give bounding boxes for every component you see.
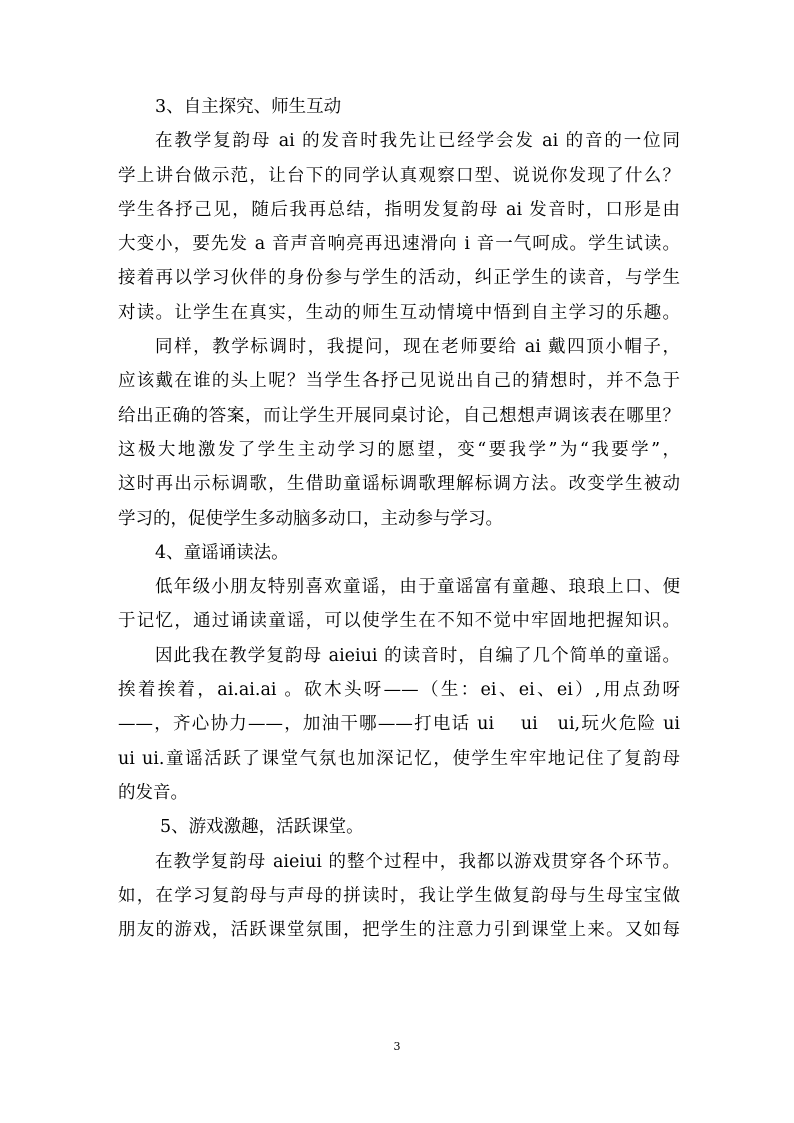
paragraph-line: 学上讲台做示范，让台下的同学认真观察口型、说说你发现了什么？: [118, 165, 680, 186]
paragraph-line: 学习的，促使学生多动脑多动口，主动参与学习。: [118, 508, 503, 529]
paragraph-line: 于记忆，通过诵读童谣，可以使学生在不知不觉中牢固地把握知识。: [118, 611, 680, 632]
paragraph-line: ui ui.童谣活跃了课堂气氛也加深记忆，使学生牢牢地记住了复韵母: [118, 748, 680, 769]
paragraph-line: 因此我在教学复韵母 aieiui 的读音时，自编了几个简单的童谣。: [155, 645, 680, 666]
paragraph-line: 在教学复韵母 ai 的发音时我先让已经学会发 ai 的音的一位同: [155, 131, 680, 152]
section-heading-3: 3、自主探究、师生互动: [155, 97, 342, 117]
paragraph-line: 挨着挨着，ai.ai.ai 。砍木头呀——（生：ei、ei、ei）,用点劲呀: [118, 680, 680, 701]
paragraph-line: 朋友的游戏，活跃课堂氛围，把学生的注意力引到课堂上来。又如每: [118, 920, 680, 941]
paragraph-line: 学生各抒己见，随后我再总结，指明发复韵母 ai 发音时，口形是由: [118, 199, 680, 220]
section-heading-4: 4、童谣诵读法。: [155, 542, 289, 563]
paragraph-line: 这极大地激发了学生主动学习的愿望，变“要我学”为“我要学”，: [118, 439, 680, 460]
document-body: [118, 90, 680, 947]
paragraph-line: 接着再以学习伙伴的身份参与学生的活动，纠正学生的读音，与学生: [118, 268, 680, 289]
paragraph-line: 低年级小朋友特别喜欢童谣，由于童谣富有童趣、琅琅上口、便: [155, 577, 680, 598]
paragraph-line: 的发音。: [118, 782, 188, 803]
paragraph-line: ——，齐心协力——，加油干哪——打电话 ui ui ui,玩火危险 ui: [118, 714, 680, 735]
paragraph-line: 同样，教学标调时，我提问，现在老师要给 ai 戴四顶小帽子，: [155, 337, 680, 358]
page-number: 3: [393, 1040, 401, 1053]
paragraph-line: 大变小，要先发 a 音声音响亮再迅速滑向 i 音一气呵成。学生试读。: [118, 234, 680, 255]
paragraph-line: 应该戴在谁的头上呢？当学生各抒己见说出自己的猜想时，并不急于: [118, 371, 680, 392]
paragraph-line: 如，在学习复韵母与声母的拼读时，我让学生做复韵母与生母宝宝做: [118, 885, 680, 906]
paragraph-line: 在教学复韵母 aieiui 的整个过程中，我都以游戏贯穿各个环节。: [155, 851, 680, 872]
section-heading-5: 5、游戏激趣，活跃课堂。: [160, 817, 364, 838]
paragraph-line: 对读。让学生在真实，生动的师生互动情境中悟到自主学习的乐趣。: [118, 302, 680, 323]
paragraph-line: 给出正确的答案，而让学生开展同桌讨论，自己想想声调该表在哪里？: [118, 405, 680, 426]
paragraph-line: 这时再出示标调歌，生借助童谣标调歌理解标调方法。改变学生被动: [118, 474, 680, 495]
